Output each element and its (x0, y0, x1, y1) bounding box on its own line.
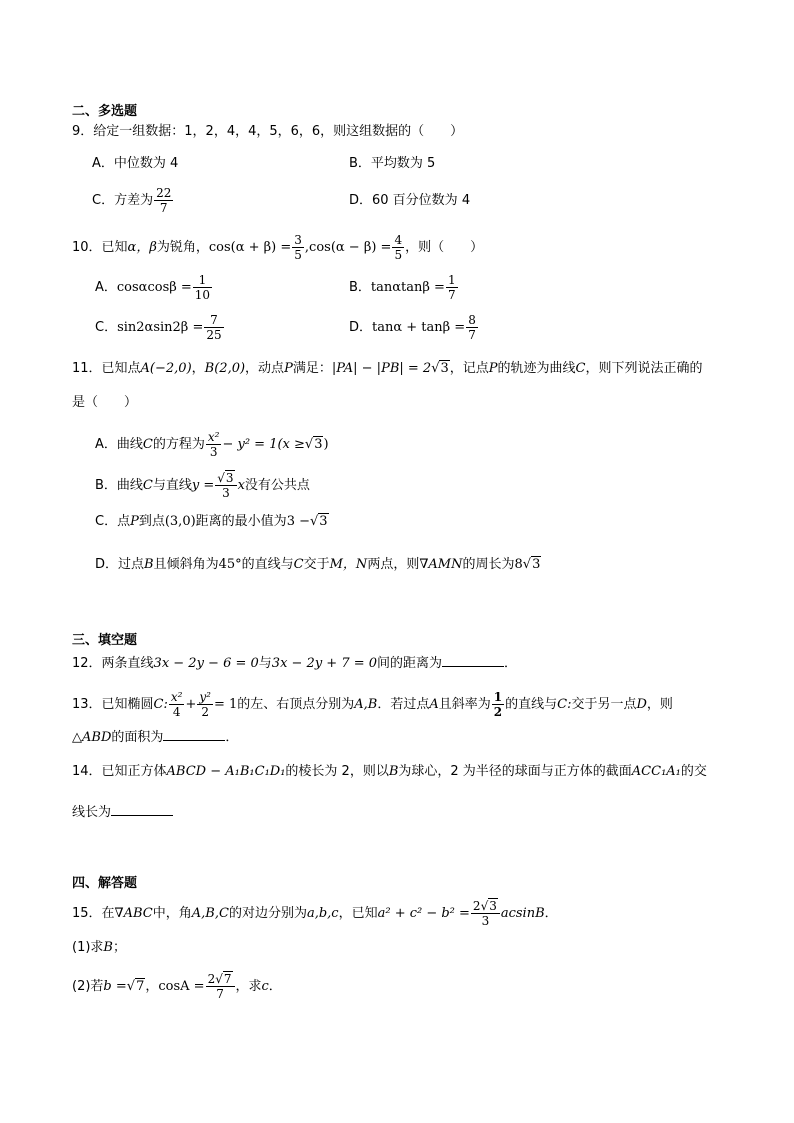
answer-blank (111, 803, 173, 816)
question-9-stem: 9．给定一组数据：1，2，4，4，5，6，6，则这组数据的（ ） (72, 124, 464, 139)
answer-blank (442, 654, 504, 667)
answer-blank (163, 728, 225, 741)
question-14-line2: 线长为 (72, 803, 173, 822)
q9-option-a: A．中位数为 4 (92, 156, 179, 171)
question-11-stem-line2: 是（ ） (72, 395, 138, 410)
question-15: 15．在∇ABC中，角A,B,C的对边分别为a,b,c，已知a² + c² − b² = $\frac{2√3}{3}$ acsinB． (72, 899, 558, 928)
q10-option-d: D．tanα + tanβ = $\frac{8}{7}$ (349, 313, 476, 342)
section-heading-solutions: 四、解答题 (72, 876, 138, 891)
q9-option-c: C．方差为 $\frac{22}{7}$ (92, 186, 172, 215)
fraction: $\frac{22}{7}$ (156, 186, 172, 215)
q9-option-b: B．平均数为 5 (349, 156, 436, 171)
section-heading-multiple-choice: 二、多选题 (72, 104, 138, 119)
q10-option-c: C．sin2αsin2β = $\frac{7}{25}$ (95, 313, 222, 342)
q11-option-c: C．点P到点(3,0)距离的最小值为3 −√3 (95, 514, 328, 529)
section-heading-fill-in: 三、填空题 (72, 633, 138, 648)
question-13: 13．已知椭圆C: $\frac{\text{x²}}{4}$ + $\frac{\text{y²}}{2}$ = 1的左、右顶点分别为A,B．若过点A且斜率为 $\frac{1}{2}$ 的直线与C:交于另一点D，则 (72, 690, 673, 719)
q11-option-d: D．过点B且倾斜角为45°的直线与C交于M，N两点，则∇AMN的周长为8√3 (95, 557, 541, 572)
question-15-part2: (2)若b =√7，cosA = $\frac{2√7}{7}$ ，求c． (72, 972, 282, 1001)
q11-option-b: B．曲线C与直线y = $\frac{√3}{3}$ x没有公共点 (95, 471, 310, 500)
question-11-stem: 11．已知点A(−2,0)，B(2,0)，动点P满足：|PA| − |PB| = 2√3，记点P的轨迹为曲线C，则下列说法正确的 (72, 361, 703, 376)
question-13-line2: △ABD的面积为 ． (72, 730, 239, 745)
question-12: 12．两条直线3x − 2y − 6 = 0与3x − 2y + 7 = 0间的距离为 ． (72, 656, 518, 671)
q9-option-d: D．60 百分位数为 4 (349, 193, 471, 208)
q10-option-b: B．tanαtanβ = $\frac{1}{7}$ (349, 273, 456, 302)
question-14: 14．已知正方体ABCD − A₁B₁C₁D₁的棱长为 2，则以B为球心，2 为半径的球面与正方体的截面ACC₁A₁的交 (72, 764, 707, 779)
q11-option-a: A．曲线C的方程为 $\frac{\text{x²}}{3}$ − y² = 1(x ≥√3) (95, 430, 329, 459)
question-15-part1: (1)求B； (72, 940, 126, 955)
question-10-stem: 10．已知α，β为锐角，cos(α + β) = $\frac{3}{5}$ ,cos(α − β) = $\frac{4}{5}$ ，则（ ） (72, 233, 484, 262)
q10-option-a: A．cosαcosβ = $\frac{1}{10}$ (95, 273, 211, 302)
